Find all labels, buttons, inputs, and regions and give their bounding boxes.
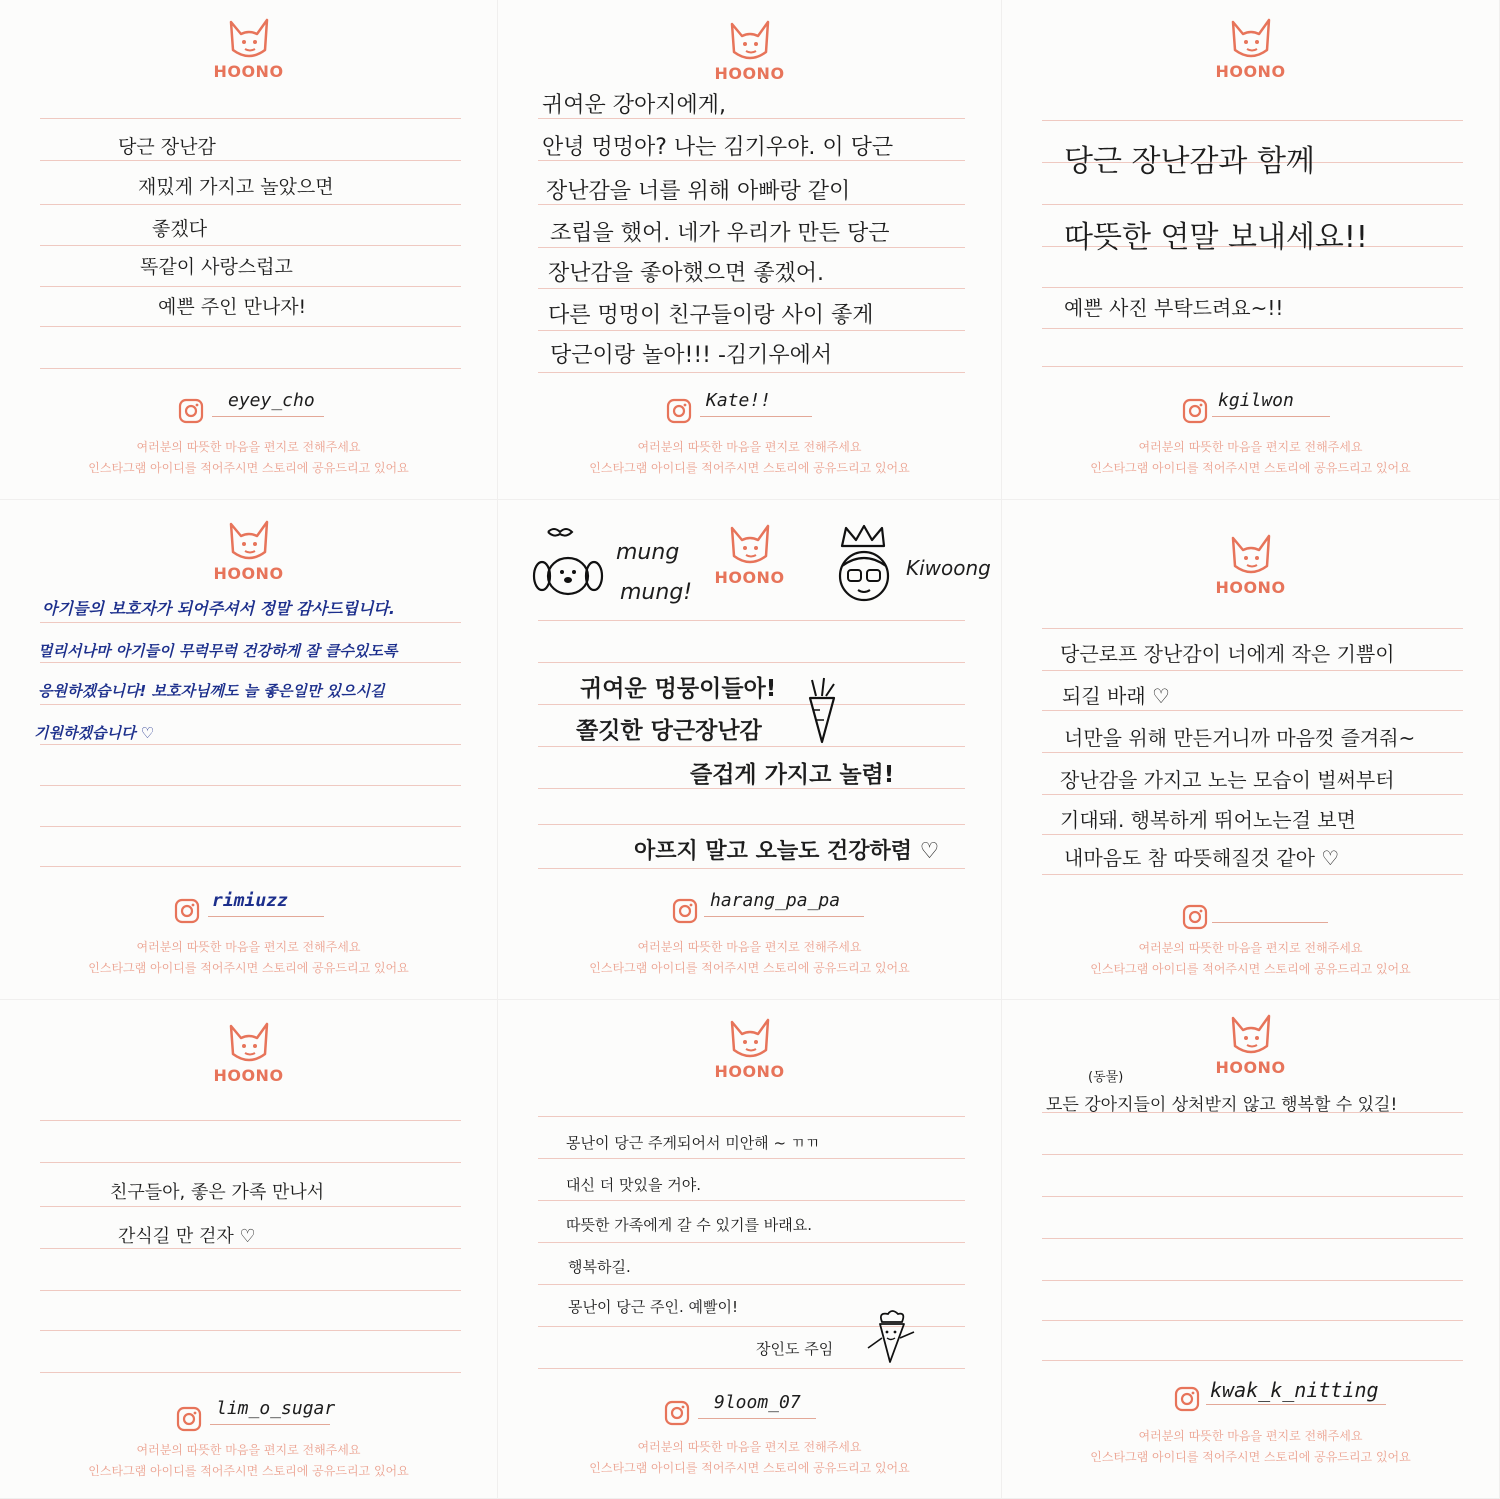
instagram-row: [498, 388, 1001, 428]
handle-underline: [1206, 1404, 1386, 1405]
ruled-line: [40, 1120, 461, 1121]
ruled-line: [40, 1162, 461, 1163]
footer-line-1: 여러분의 따뜻한 마음을 편지로 전해주세요: [637, 940, 862, 954]
ruled-line: [538, 620, 965, 621]
hoono-logo: [695, 524, 805, 587]
message-line: 기대돼. 행복하게 뛰어노는걸 보면: [1060, 808, 1356, 832]
instagram-row: [0, 888, 497, 928]
ruled-line: [1042, 1196, 1463, 1197]
letter-card: [498, 500, 1002, 1000]
footer-text: [1002, 1426, 1499, 1468]
footer-line-1: 여러분의 따뜻한 마음을 편지로 전해주세요: [1138, 440, 1363, 454]
footer-text: [0, 937, 497, 979]
instagram-icon: [1182, 904, 1208, 930]
instagram-icon: [1182, 398, 1208, 424]
handle-underline: [700, 416, 812, 417]
handle-underline: [1212, 416, 1330, 417]
ruled-line: [1042, 834, 1463, 835]
letter-card: [498, 1000, 1002, 1499]
ruled-line: [1042, 670, 1463, 671]
doodle-label: Kiwoong: [906, 556, 991, 580]
instagram-icon: [174, 898, 200, 924]
message-line: 다른 멍멍이 친구들이랑 사이 좋게: [548, 303, 874, 328]
ruled-line: [40, 744, 461, 745]
letter-card: [0, 1000, 498, 1499]
message-line: 장인도 주임: [756, 1340, 834, 1358]
ruled-line: [1042, 366, 1463, 367]
hoono-logo: [194, 18, 304, 81]
message-line: 귀여운 멍뭉이들아!: [580, 676, 777, 702]
message-line: 쫄깃한 당근장난감: [576, 718, 762, 744]
footer-text: [498, 1437, 1001, 1479]
doodle-label: mung: [616, 540, 680, 565]
ruled-line: [538, 247, 965, 248]
message-line: 좋겠다: [152, 218, 208, 240]
ruled-line: [40, 1330, 461, 1331]
handle-underline: [698, 1418, 816, 1419]
message-line: 행복하길.: [568, 1258, 631, 1276]
boy-doodle-icon: [828, 522, 908, 608]
footer-line-2: 인스타그램 아이디를 적어주시면 스토리에 공유드리고 있어요: [589, 461, 910, 475]
ruled-line: [1042, 1360, 1463, 1361]
footer-line-2: 인스타그램 아이디를 적어주시면 스토리에 공유드리고 있어요: [88, 461, 409, 475]
footer-text: [0, 1440, 497, 1482]
message-line: 똑같이 사랑스럽고: [140, 256, 293, 278]
ruled-line: [1042, 120, 1463, 121]
ruled-line: [40, 662, 461, 663]
message-line: 몽난이 당근 주인. 예빨이!: [568, 1298, 738, 1316]
instagram-handle: Kate!!: [706, 390, 772, 411]
instagram-handle: eyey_cho: [228, 390, 315, 411]
message-line: 예쁜 주인 만나자!: [158, 296, 307, 318]
ruled-line: [538, 1242, 965, 1243]
cat-icon: [225, 18, 273, 64]
footer-line-1: 여러분의 따뜻한 마음을 편지로 전해주세요: [136, 440, 361, 454]
ruled-line: [40, 622, 461, 623]
message-line: 장난감을 너를 위해 아빠랑 같이: [546, 179, 851, 204]
letter-card: [1002, 0, 1500, 500]
hoono-logo: [695, 20, 805, 83]
instagram-handle: lim_o_sugar: [216, 1398, 336, 1419]
message-line: 대신 더 맛있을 거야.: [566, 1176, 701, 1194]
instagram-handle: 9loom_07: [714, 1392, 801, 1413]
puppy-doodle-icon: [532, 524, 612, 604]
ruled-line: [1042, 328, 1463, 329]
carrot-doodle-icon: [802, 676, 842, 746]
ruled-line: [1042, 628, 1463, 629]
ruled-line: [538, 746, 965, 747]
message-line: 아프지 말고 오늘도 건강하렴 ♡: [634, 839, 940, 864]
message-line: 친구들아, 좋은 가족 만나서: [110, 1182, 325, 1203]
hoono-logo: [695, 1018, 805, 1081]
instagram-icon: [178, 398, 204, 424]
instagram-row: [1002, 388, 1499, 428]
brand-name: HOONO: [1215, 62, 1286, 81]
handle-underline: [208, 916, 324, 917]
footer-text: [1002, 437, 1499, 479]
message-line: 당근로프 장난감이 너에게 작은 기쁨이: [1060, 642, 1395, 666]
message-line: 당근 장난감: [118, 136, 216, 158]
letter-card: [0, 500, 498, 1000]
handle-underline: [210, 1424, 330, 1425]
hoono-logo: [1196, 18, 1306, 81]
handle-underline: [1212, 922, 1328, 923]
footer-line-2: 인스타그램 아이디를 적어주시면 스토리에 공유드리고 있어요: [88, 1464, 409, 1478]
ruled-line: [1042, 1238, 1463, 1239]
message-line: 내마음도 참 따뜻해질것 같아 ♡: [1064, 846, 1340, 870]
ruled-line: [40, 286, 461, 287]
hoono-logo: [194, 520, 304, 583]
ruled-line: [538, 1284, 965, 1285]
ruled-line: [1042, 1320, 1463, 1321]
cat-icon: [1227, 18, 1275, 64]
brand-name: HOONO: [213, 62, 284, 81]
cat-icon: [1227, 1014, 1275, 1060]
ruled-line: [40, 826, 461, 827]
ruled-line: [40, 1248, 461, 1249]
letter-card: [498, 0, 1002, 500]
ruled-line: [40, 160, 461, 161]
brand-name: HOONO: [714, 568, 785, 587]
message-line: 멀리서나마 아기들이 무럭무럭 건강하게 잘 클수있도록: [38, 642, 398, 660]
brand-name: HOONO: [213, 564, 284, 583]
brand-name: HOONO: [714, 64, 785, 83]
letter-card: [0, 0, 498, 500]
ruled-line: [1042, 287, 1463, 288]
ruled-line: [40, 866, 461, 867]
brand-name: HOONO: [714, 1062, 785, 1081]
message-note: (동물): [1088, 1070, 1124, 1085]
message-line: 몽난이 당근 주게되어서 미안해 ~ ㄲㄲ: [566, 1134, 820, 1152]
message-line: 장난감을 좋아했으면 좋겠어.: [548, 261, 825, 286]
cat-icon: [726, 1018, 774, 1064]
ruled-line: [40, 368, 461, 369]
brand-name: HOONO: [1215, 1058, 1286, 1077]
ruled-line: [538, 868, 965, 869]
ruled-line: [1042, 874, 1463, 875]
instagram-handle: harang_pa_pa: [710, 890, 841, 911]
message-line: 당근이랑 놀아!!! -김기우에서: [550, 343, 833, 368]
message-line: 당근 장난감과 함께: [1064, 144, 1315, 179]
brand-name: HOONO: [213, 1066, 284, 1085]
ruled-line: [40, 785, 461, 786]
ruled-line: [538, 662, 965, 663]
instagram-handle: kgilwon: [1218, 390, 1294, 411]
instagram-handle: rimiuzz: [212, 890, 288, 911]
doodle-label: mung!: [620, 580, 693, 605]
cat-icon: [726, 524, 774, 570]
ruled-line: [40, 1372, 461, 1373]
instagram-row: [1002, 1376, 1499, 1416]
footer-line-2: 인스타그램 아이디를 적어주시면 스토리에 공유드리고 있어요: [1090, 962, 1411, 976]
message-line: 귀여운 강아지에게,: [542, 93, 727, 118]
ruled-line: [40, 326, 461, 327]
ruled-line: [538, 704, 965, 705]
footer-line-1: 여러분의 따뜻한 마음을 편지로 전해주세요: [1138, 941, 1363, 955]
footer-line-2: 인스타그램 아이디를 적어주시면 스토리에 공유드리고 있어요: [589, 1461, 910, 1475]
instagram-handle: kwak_k_nitting: [1210, 1378, 1379, 1402]
instagram-row: [498, 888, 1001, 928]
footer-text: [1002, 938, 1499, 980]
hoono-logo: [1196, 534, 1306, 597]
message-line: 조립을 했어. 네가 우리가 만든 당근: [550, 221, 890, 246]
brand-name: HOONO: [1215, 578, 1286, 597]
ruled-line: [1042, 204, 1463, 205]
ruled-line: [40, 118, 461, 119]
footer-text: [498, 937, 1001, 979]
message-line: 응원하겠습니다! 보호자님께도 늘 좋은일만 있으시길: [38, 682, 385, 700]
footer-text: [498, 437, 1001, 479]
instagram-icon: [176, 1406, 202, 1432]
chef-carrot-doodle-icon: [860, 1308, 922, 1370]
footer-line-1: 여러분의 따뜻한 마음을 편지로 전해주세요: [136, 1443, 361, 1457]
footer-line-1: 여러분의 따뜻한 마음을 편지로 전해주세요: [637, 440, 862, 454]
footer-line-1: 여러분의 따뜻한 마음을 편지로 전해주세요: [136, 940, 361, 954]
instagram-row: [1002, 894, 1499, 934]
ruled-line: [538, 1200, 965, 1201]
message-line: 즐겁게 가지고 놀렴!: [690, 762, 895, 788]
footer-line-2: 인스타그램 아이디를 적어주시면 스토리에 공유드리고 있어요: [88, 961, 409, 975]
hoono-logo: [194, 1022, 304, 1085]
cat-icon: [225, 1022, 273, 1068]
ruled-line: [538, 824, 965, 825]
ruled-line: [40, 1290, 461, 1291]
hoono-logo: [1196, 1014, 1306, 1077]
ruled-line: [538, 330, 965, 331]
instagram-icon: [672, 898, 698, 924]
instagram-icon: [664, 1400, 690, 1426]
ruled-line: [1042, 794, 1463, 795]
message-line: 되길 바래 ♡: [1062, 684, 1170, 708]
ruled-line: [538, 1116, 965, 1117]
ruled-line: [40, 204, 461, 205]
handle-underline: [704, 916, 864, 917]
ruled-line: [1042, 752, 1463, 753]
message-line: 장난감을 가지고 노는 모습이 벌써부터: [1060, 768, 1395, 792]
footer-text: [0, 437, 497, 479]
ruled-line: [538, 372, 965, 373]
ruled-line: [1042, 1154, 1463, 1155]
message-line: 안녕 멍멍아? 나는 김기우야. 이 당근: [542, 135, 894, 160]
message-line: 모든 강아지들이 상처받지 않고 행복할 수 있길!: [1046, 1095, 1398, 1115]
letter-card: [1002, 1000, 1500, 1499]
footer-line-1: 여러분의 따뜻한 마음을 편지로 전해주세요: [637, 1440, 862, 1454]
ruled-line: [538, 1158, 965, 1159]
message-line: 기원하겠습니다 ♡: [34, 724, 155, 742]
message-line: 따뜻한 가족에게 갈 수 있기를 바래요.: [566, 1216, 812, 1234]
message-line: 아기들의 보호자가 되어주셔서 정말 감사드립니다.: [42, 599, 395, 618]
letter-card: [1002, 500, 1500, 1000]
handle-underline: [212, 416, 324, 417]
ruled-line: [538, 288, 965, 289]
footer-line-2: 인스타그램 아이디를 적어주시면 스토리에 공유드리고 있어요: [1090, 461, 1411, 475]
message-line: 간식길 만 걷자 ♡: [118, 1226, 256, 1247]
ruled-line: [40, 704, 461, 705]
ruled-line: [1042, 710, 1463, 711]
cat-icon: [1227, 534, 1275, 580]
ruled-line: [40, 1206, 461, 1207]
footer-line-2: 인스타그램 아이디를 적어주시면 스토리에 공유드리고 있어요: [1090, 1450, 1411, 1464]
ruled-line: [1042, 1112, 1463, 1113]
instagram-row: [498, 1390, 1001, 1430]
message-line: 너만을 위해 만든거니까 마음껏 즐겨줘~: [1064, 726, 1416, 750]
message-line: 예쁜 사진 부탁드려요~!!: [1064, 296, 1284, 320]
message-line: 따뜻한 연말 보내세요!!: [1064, 220, 1368, 255]
message-line: 재밌게 가지고 놀았으면: [138, 176, 334, 198]
cat-icon: [726, 20, 774, 66]
footer-line-2: 인스타그램 아이디를 적어주시면 스토리에 공유드리고 있어요: [589, 961, 910, 975]
instagram-icon: [1174, 1386, 1200, 1412]
instagram-row: [0, 388, 497, 428]
footer-line-1: 여러분의 따뜻한 마음을 편지로 전해주세요: [1138, 1429, 1363, 1443]
ruled-line: [1042, 1280, 1463, 1281]
ruled-line: [40, 245, 461, 246]
cat-icon: [225, 520, 273, 566]
instagram-icon: [666, 398, 692, 424]
instagram-row: [0, 1396, 497, 1436]
